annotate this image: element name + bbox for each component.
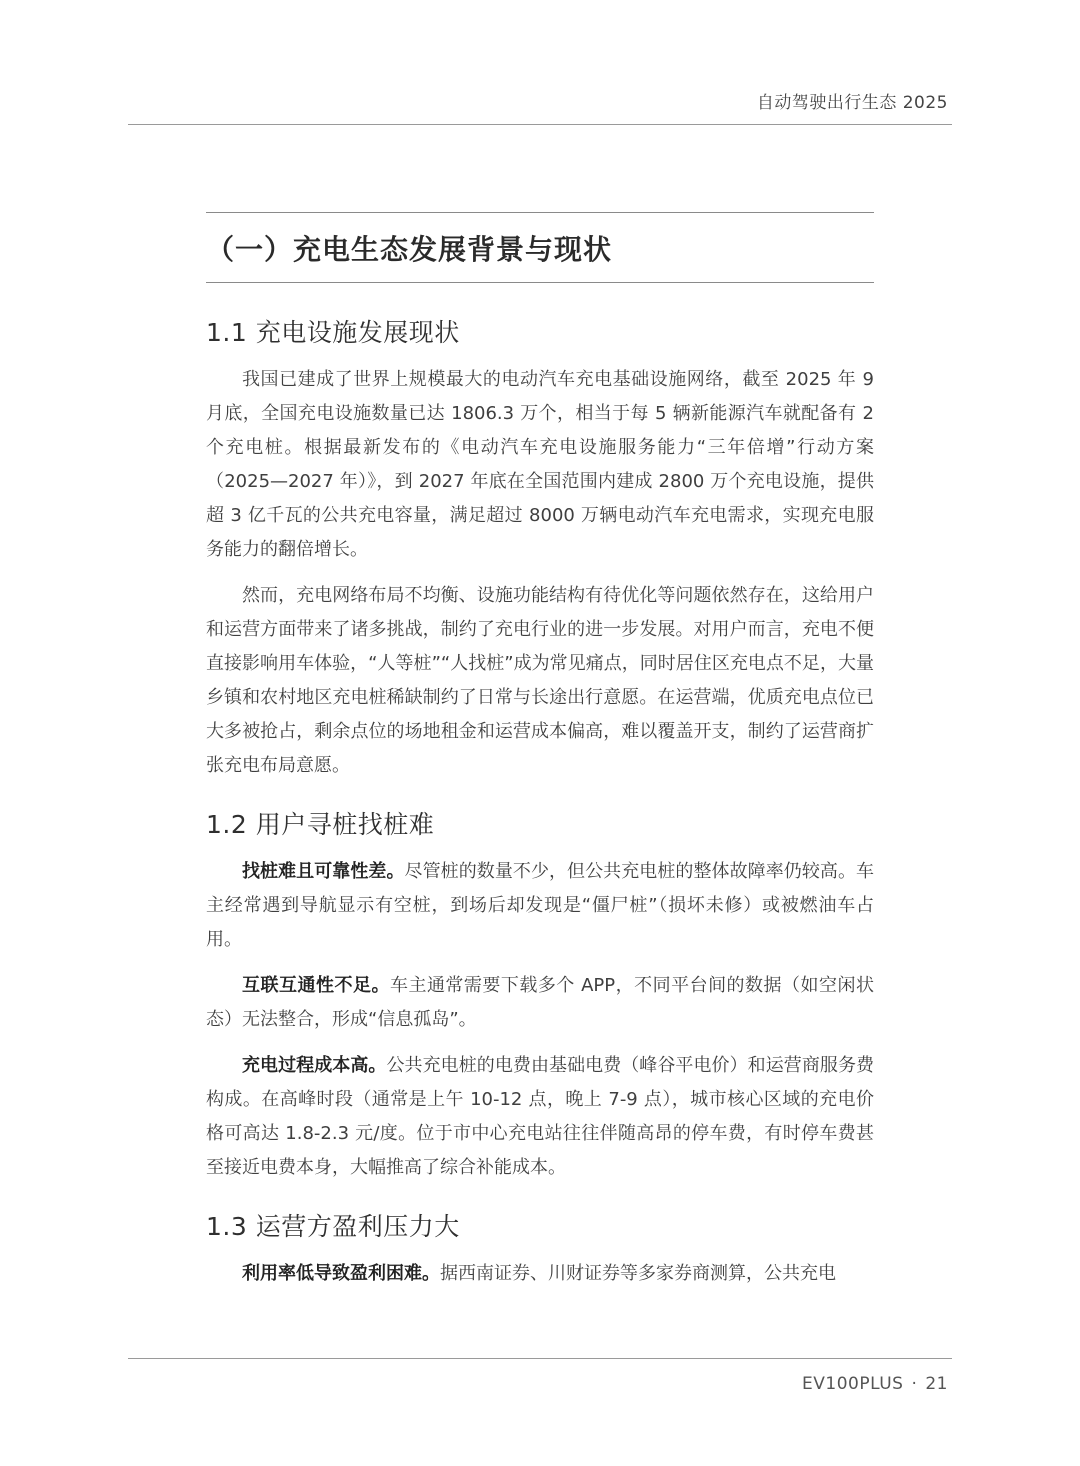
paragraph-lead: 充电过程成本高。 <box>242 1055 387 1076</box>
publisher-name: EV100PLUS <box>802 1374 904 1394</box>
paragraph-lead: 互联互通性不足。 <box>242 975 390 996</box>
paragraph-text: 据西南证券、川财证券等多家券商测算，公共充电 <box>440 1263 836 1284</box>
section-heading-box <box>206 212 874 283</box>
header-divider <box>128 124 952 125</box>
paragraph <box>206 1049 874 1185</box>
subsection-heading-1-1: 1.1 充电设施发展现状 <box>206 318 460 347</box>
footer-separator: · <box>911 1374 918 1394</box>
paragraph <box>206 855 874 957</box>
paragraph <box>206 969 874 1037</box>
footer-divider <box>128 1358 952 1359</box>
paragraph <box>206 363 874 567</box>
page-footer <box>802 1374 948 1394</box>
paragraph-lead: 利用率低导致盈利困难。 <box>242 1263 440 1284</box>
section-title: （一）充电生态发展背景与现状 <box>206 232 613 266</box>
subsection-heading-1-3: 1.3 运营方盈利压力大 <box>206 1212 460 1241</box>
paragraph-text: 车主通常需要下载多个 APP，不同平台间的数据（如空闲状态）无法整合，形成“信息孤岛”。 <box>206 975 875 1030</box>
paragraph <box>206 579 874 783</box>
paragraph-text: 然而，充电网络布局不均衡、设施功能结构有待优化等问题依然存在，这给用户和运营方面带来了诸多挑战，制约了充电行业的进一步发展。对用户而言，充电不便直接影响用车体验，“人等桩”“人找桩”成为常见痛点，同时居住区充电点不足，大量乡镇和农村地区充电桩稀缺制约了日常与长途出行意愿。在运营端，优质充电点位已大多被抢占，剩余点位的场地租金和运营成本偏高，难以覆盖开支，制约了运营商扩张充电布局意愿。 <box>206 585 874 776</box>
page-number: 21 <box>925 1374 948 1394</box>
subsection-heading-1-2: 1.2 用户寻桩找桩难 <box>206 810 435 839</box>
paragraph-lead: 找桩难且可靠性差。 <box>242 861 405 882</box>
paragraph-text: 公共充电桩的电费由基础电费（峰谷平电价）和运营商服务费构成。在高峰时段（通常是上午 10-12 点，晚上 7-9 点），城市核心区域的充电价格可高达 1.8-2.3 元/度。位于市中心充电站往往伴随高昂的停车费，有时停车费甚至接近电费本身，大幅推高了综合补能成本。 <box>206 1055 875 1178</box>
paragraph <box>206 1257 874 1291</box>
paragraph-text: 我国已建成了世界上规模最大的电动汽车充电基础设施网络，截至 2025 年 9 月底，全国充电设施数量已达 1806.3 万个，相当于每 5 辆新能源汽车就配备有 2 个充电桩。根据最新发布的《电动汽车充电设施服务能力“三年倍增”行动方案（2025—2027 年）》，到 2027 年底在全国范围内建成 2800 万个充电设施，提供超 3 亿千瓦的公共充电容量，满足超过 8000 万辆电动汽车充电需求，实现充电服务能力的翻倍增长。 <box>206 369 874 560</box>
page-content <box>206 212 874 1291</box>
running-header: 自动驾驶出行生态 2025 <box>756 93 948 113</box>
paragraph-text: 尽管桩的数量不少，但公共充电桩的整体故障率仍较高。车主经常遇到导航显示有空桩，到场后却发现是“僵尸桩”（损坏未修）或被燃油车占用。 <box>206 861 874 950</box>
